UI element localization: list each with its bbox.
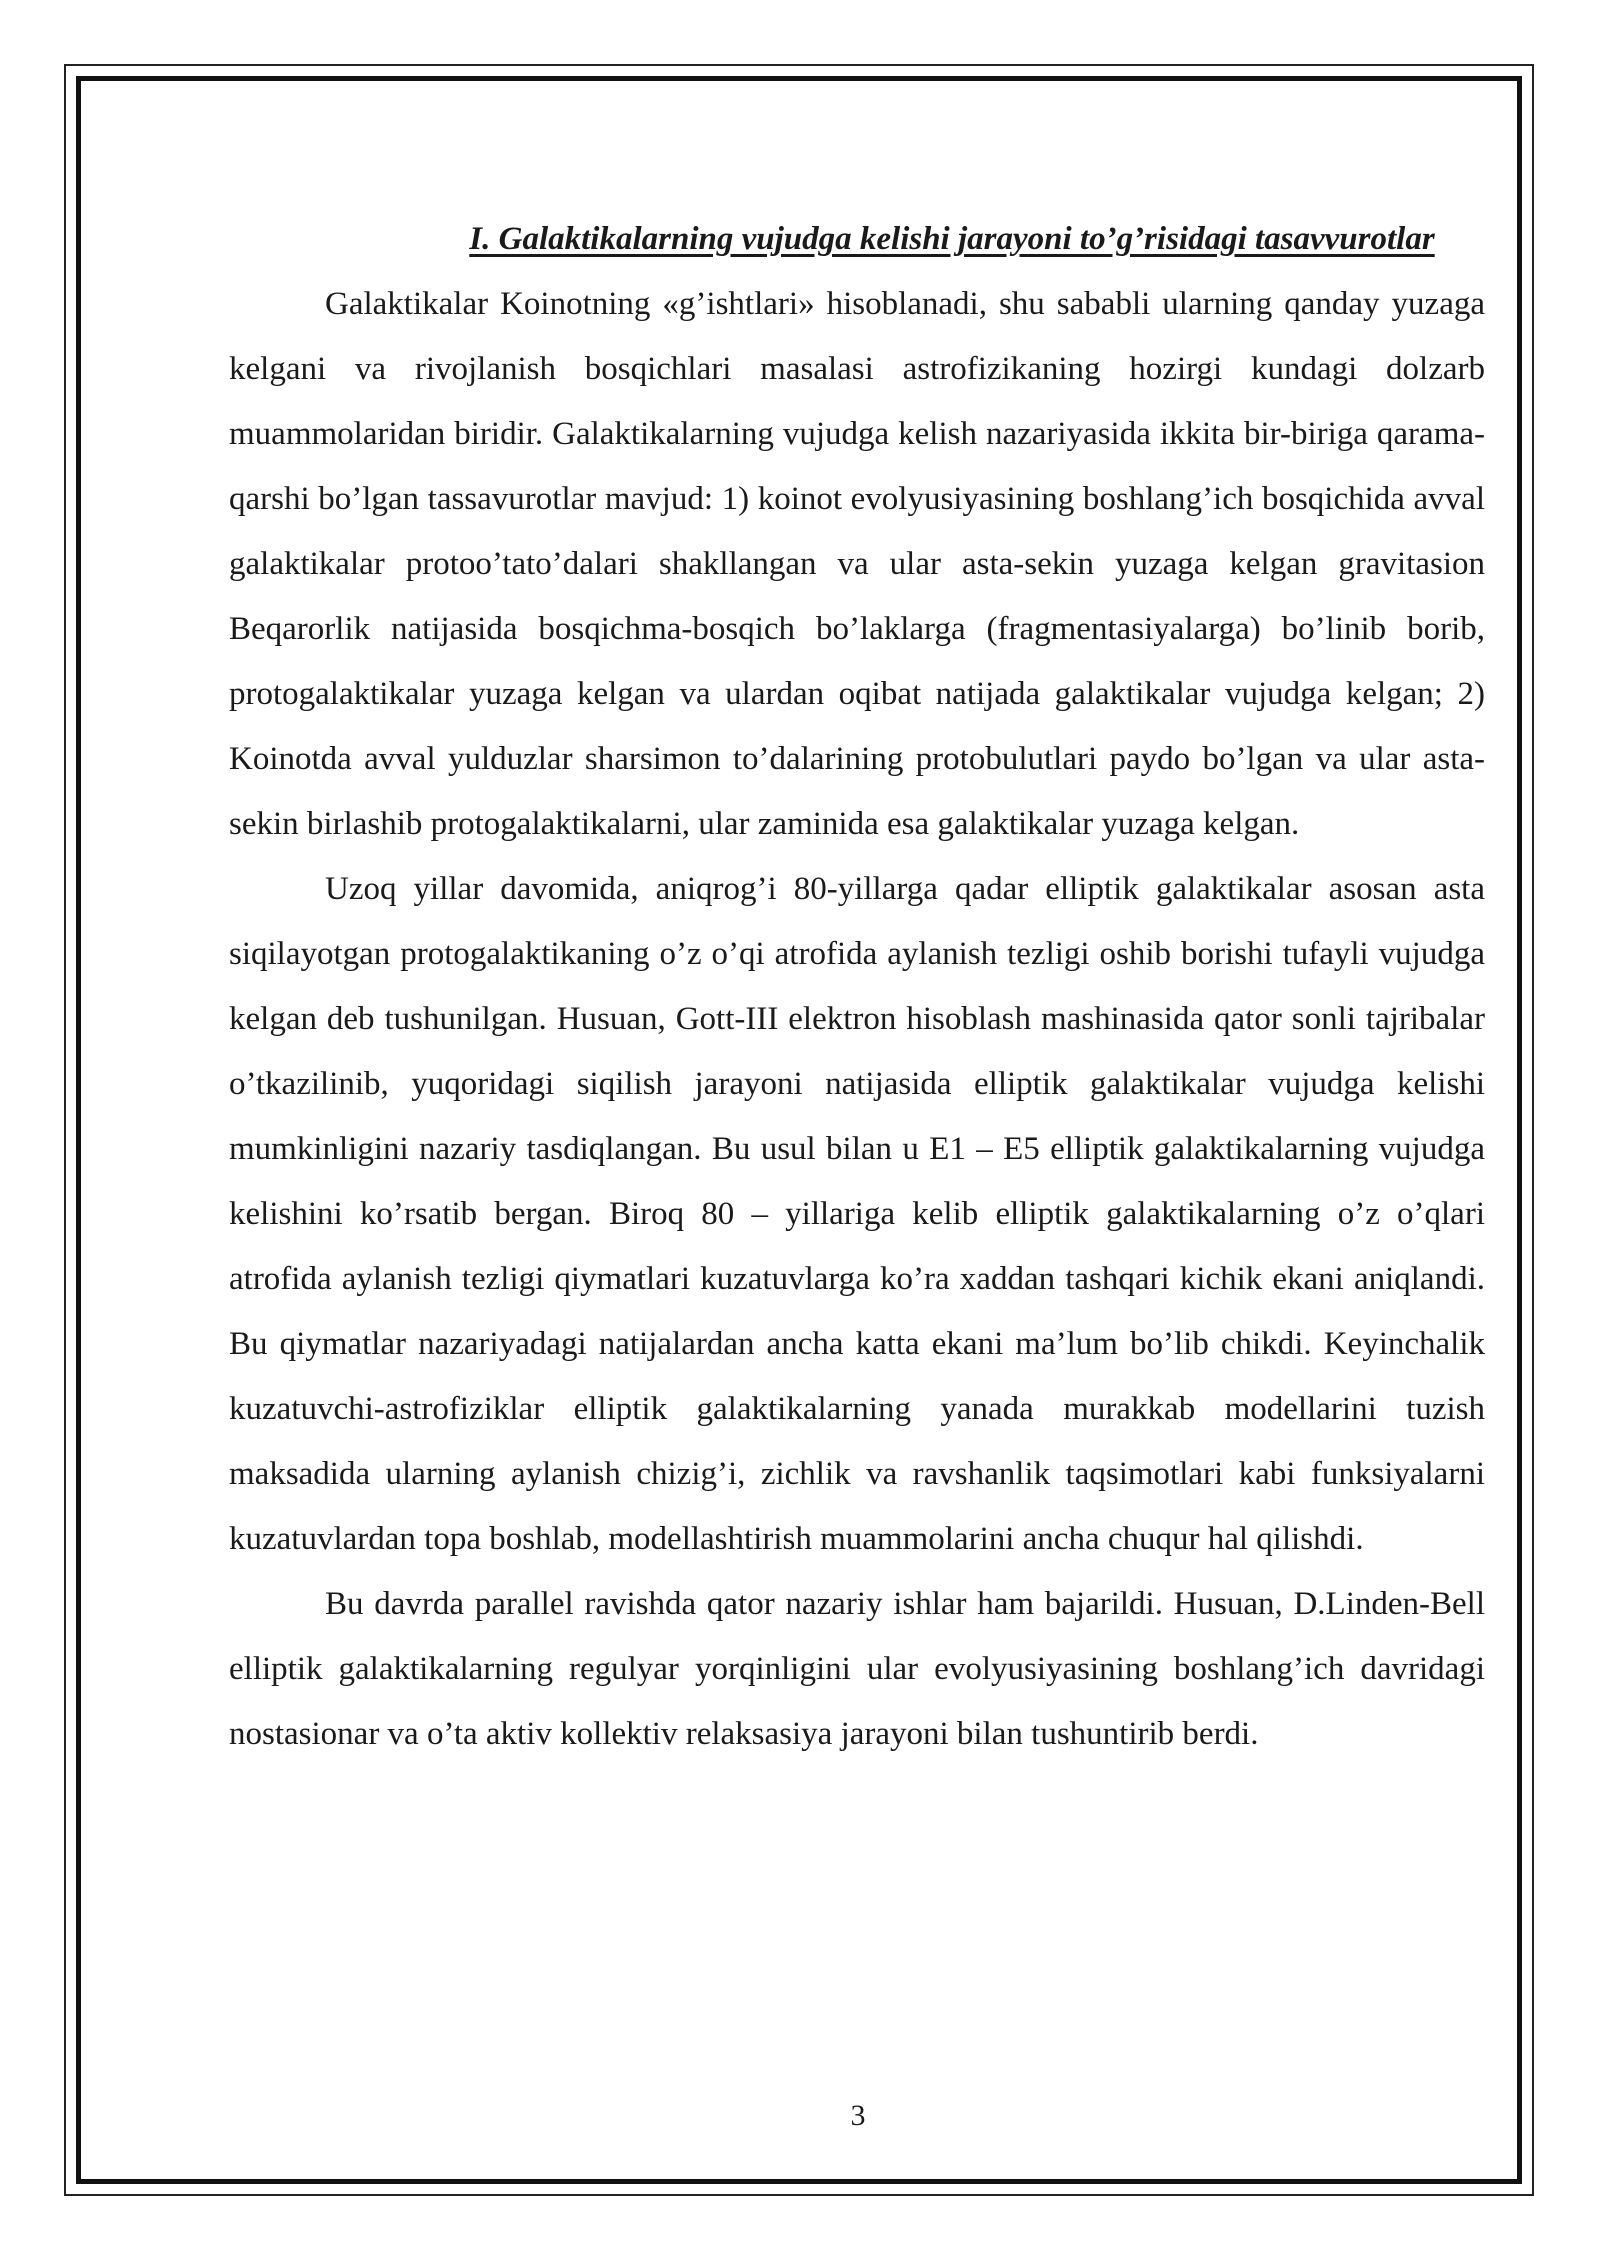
page-number: 3 — [850, 2099, 866, 2132]
paragraph-3: Bu davrda parallel ravishda qator nazariy ishlar ham bajarildi. Husuan, D.Linden-Bell elliptik galaktikalarning regulyar yorqinligini ular evolyusiyasining boshlang’ich davridagi nostasionar va o’ta aktiv kollektiv relaksasiya jarayoni bilan tushuntirib berdi. — [229, 1586, 1485, 1752]
paragraph-1: Galaktikalar Koinotning «g’ishtlari» hisoblanadi, shu sababli ularning qanday yuzaga kelgani va rivojlanish bosqichlari masalasi astrofizikaning hozirgi kundagi dolzarb muammolaridan biridir. Galaktikalarning vujudga kelish nazariyasida ikkita bir-biriga qarama-qarshi bo’lgan tassavurotlar mavjud: 1) koinot evolyusiyasining boshlang’ich bosqichida avval galaktikalar protoo’tato’dalari shakllangan va ular asta-sekin yuzaga kelgan gravitasion Beqarorlik natijasida bosqichma-bosqich bo’laklarga (fragmentasiyalarga) bo’linib borib, protogalaktikalar yuzaga kelgan va ulardan oqibat natijada galaktikalar vujudga kelgan; 2) Koinotda avval yulduzlar sharsimon to’dalarining protobulutlari paydo bo’lgan va ular asta-sekin birlashib protogalaktikalarni, ular zaminida esa galaktikalar yuzaga kelgan. — [229, 286, 1485, 842]
section-heading: I. Galaktikalarning vujudga kelishi jarayoni to’g’risidagi tasavvurotlar — [469, 221, 1435, 257]
paragraph-2: Uzoq yillar davomida, aniqrog’i 80-yillarga qadar elliptik galaktikalar asosan asta siqilayotgan protogalaktikaning o’z o’qi atrofida aylanish tezligi oshib borishi tufayli vujudga kelgan deb tushunilgan. Husuan, Gott-III elektron hisoblash mashinasida qator sonli tajribalar o’tkazilinib, yuqoridagi siqilish jarayoni natijasida elliptik galaktikalar vujudga kelishi mumkinligini nazariy tasdiqlangan. Bu usul bilan u E1 – E5 elliptik galaktikalarning vujudga kelishini ko’rsatib bergan. Biroq 80 – yillariga kelib elliptik galaktikalarning o’z o’qlari atrofida aylanish tezligi qiymatlari kuzatuvlarga ko’ra xaddan tashqari kichik ekani aniqlandi. Bu qiymatlar nazariyadagi natijalardan ancha katta ekani ma’lum bo’lib chikdi. Keyinchalik kuzatuvchi-astrofiziklar elliptik galaktikalarning yanada murakkab modellarini tuzish maksadida ularning aylanish chizig’i, zichlik va ravshanlik taqsimotlari kabi funksiyalarni kuzatuvlardan topa boshlab, modellashtirish muammolarini ancha chuqur hal qilishdi. — [229, 871, 1485, 1557]
document-body — [229, 212, 1485, 1767]
